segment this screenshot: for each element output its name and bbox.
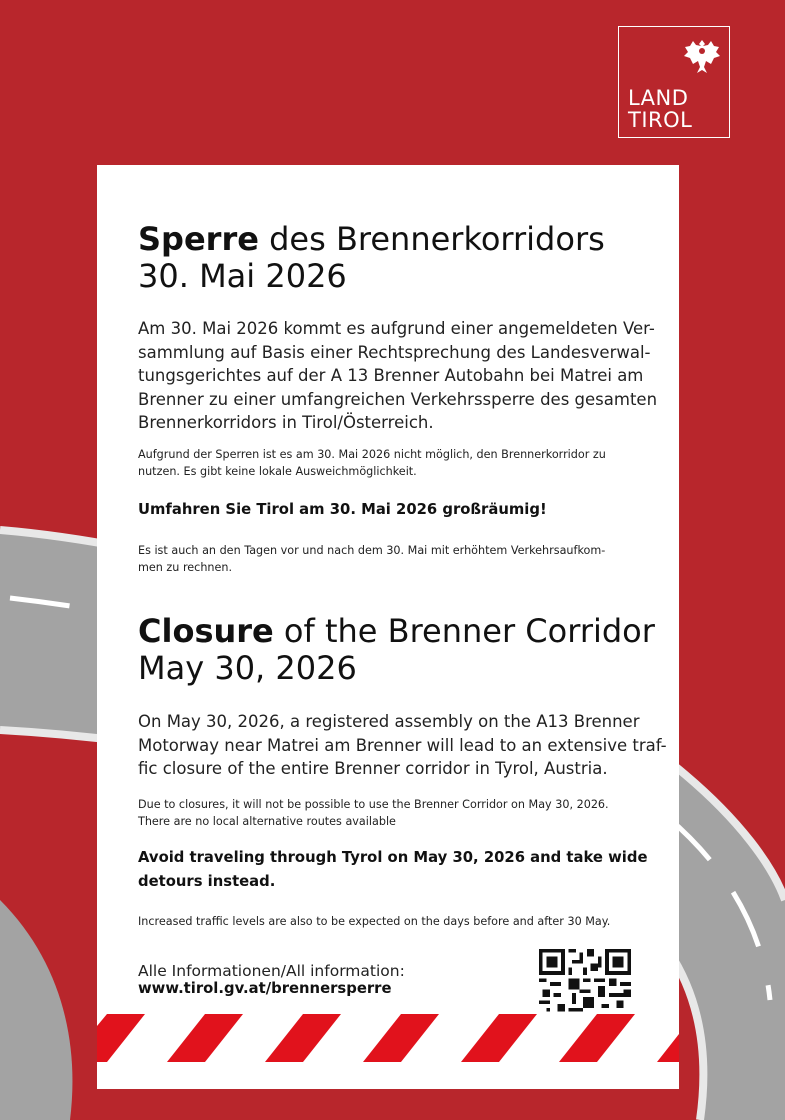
english-advice (138, 846, 668, 893)
german-title (138, 221, 668, 295)
german-traffic-line: Es ist auch an den Tagen vor und nach dem 30. Mai mit erhöhtem Verkehrsaufkom- (138, 544, 606, 557)
land-tirol-logo (618, 26, 730, 138)
logo-line-tirol: TIROL (628, 108, 693, 132)
german-title-bold: Sperre (138, 220, 259, 258)
info-label: Alle Informationen/All information: (138, 962, 405, 980)
german-note-line: Aufgrund der Sperren ist es am 30. Mai 2026 nicht möglich, den Brennerkorridor zu (138, 448, 606, 461)
german-traffic-line: men zu rechnen. (138, 561, 233, 574)
english-note-line: There are no local alternative routes available (138, 815, 396, 828)
english-traffic-note: Increased traffic levels are also to be expected on the days before and after 30 May. (138, 915, 611, 928)
notice-card (97, 165, 679, 1089)
german-intro-line: Brennerkorridors in Tirol/Österreich. (138, 413, 434, 432)
german-advice: Umfahren Sie Tirol am 30. Mai 2026 großräumig! (138, 501, 547, 518)
english-intro (138, 710, 668, 781)
english-title-bold: Closure (138, 612, 274, 650)
english-note (138, 796, 668, 830)
german-intro-line: tungsgerichtes auf der A 13 Brenner Autobahn bei Matrei am (138, 366, 644, 385)
english-advice-line: detours instead. (138, 872, 276, 890)
german-note-line: nutzen. Es gibt keine lokale Ausweichmöglichkeit. (138, 465, 417, 478)
eagle-icon (681, 37, 723, 77)
info-url-link[interactable]: www.tirol.gv.at/brennersperre (138, 980, 392, 997)
german-note (138, 446, 668, 480)
english-advice-line: Avoid traveling through Tyrol on May 30, 2026 and take wide (138, 849, 648, 866)
german-title-date: 30. Mai 2026 (138, 257, 347, 295)
logo-line-land: LAND (628, 86, 689, 110)
english-title-rest: of the Brenner Corridor (273, 612, 655, 650)
german-traffic-note (138, 542, 668, 576)
german-title-rest: des Brennerkorridors (258, 220, 605, 258)
english-intro-line: fic closure of the entire Brenner corridor in Tyrol, Austria. (138, 759, 608, 778)
warning-stripes (97, 1014, 679, 1062)
english-note-line: Due to closures, it will not be possible to use the Brenner Corridor on May 30, 2026. (138, 798, 609, 811)
german-intro (138, 317, 668, 435)
english-title (138, 613, 668, 687)
english-intro-line: On May 30, 2026, a registered assembly on the A13 Brenner (138, 712, 640, 731)
german-intro-line: Brenner zu einer umfangreichen Verkehrssperre des gesamten (138, 389, 658, 409)
english-title-date: May 30, 2026 (138, 649, 357, 687)
german-intro-line: sammlung auf Basis einer Rechtsprechung des Landesverwal- (138, 342, 651, 362)
english-intro-line: Motorway near Matrei am Brenner will lead to an extensive traf- (138, 735, 667, 755)
german-intro-line: Am 30. Mai 2026 kommt es aufgrund einer angemeldeten Ver- (138, 319, 655, 338)
